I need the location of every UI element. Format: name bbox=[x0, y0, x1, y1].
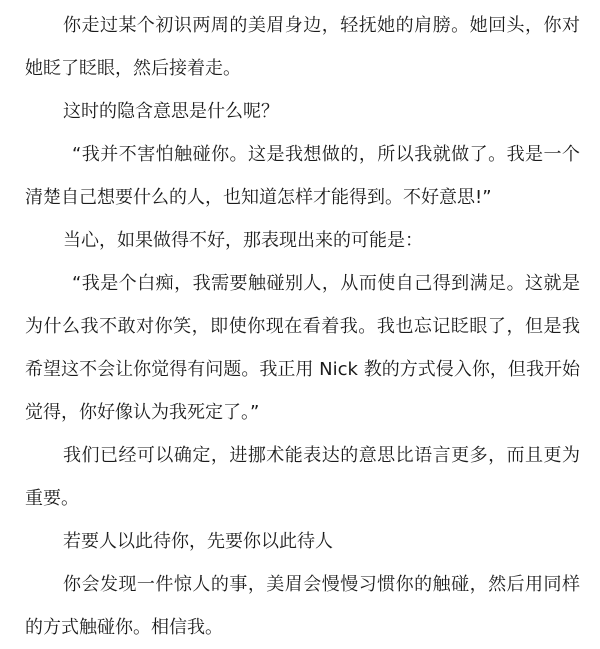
paragraph-wink: 你走过某个初识两周的美眉身边，轻抚她的肩膀。她回头，你对她眨了眨眼，然后接着走。 bbox=[25, 15, 580, 79]
document-page bbox=[25, 4, 580, 649]
paragraph-caution: 当心，如果做得不好，那表现出来的可能是： bbox=[63, 230, 423, 251]
paragraph-question: 这时的隐含意思是什么呢？ bbox=[63, 101, 279, 122]
paragraph-confident-quote: “我并不害怕触碰你。这是我想做的，所以我就做了。我是一个清楚自己想要什么的人，也知道怎样才能得到。不好意思!” bbox=[25, 144, 580, 208]
paragraph-bad-quote: “我是个白痴，我需要触碰别人，从而使自己得到满足。这就是为什么我不敢对你笑，即使你现在看着我。我也忘记眨眼了，但是我希望这不会让你觉得有问题。我正用 Nick 教的方式侵入你，但我开始觉得，你好像认为我死定了。” bbox=[25, 273, 580, 423]
section-heading: 若要人以此待你，先要你以此待人 bbox=[63, 531, 333, 552]
paragraph-conclusion: 我们已经可以确定，进挪术能表达的意思比语言更多，而且更为重要。 bbox=[25, 445, 580, 509]
paragraph-final: 你会发现一件惊人的事，美眉会慢慢习惯你的触碰，然后用同样的方式触碰你。相信我。 bbox=[25, 574, 580, 638]
